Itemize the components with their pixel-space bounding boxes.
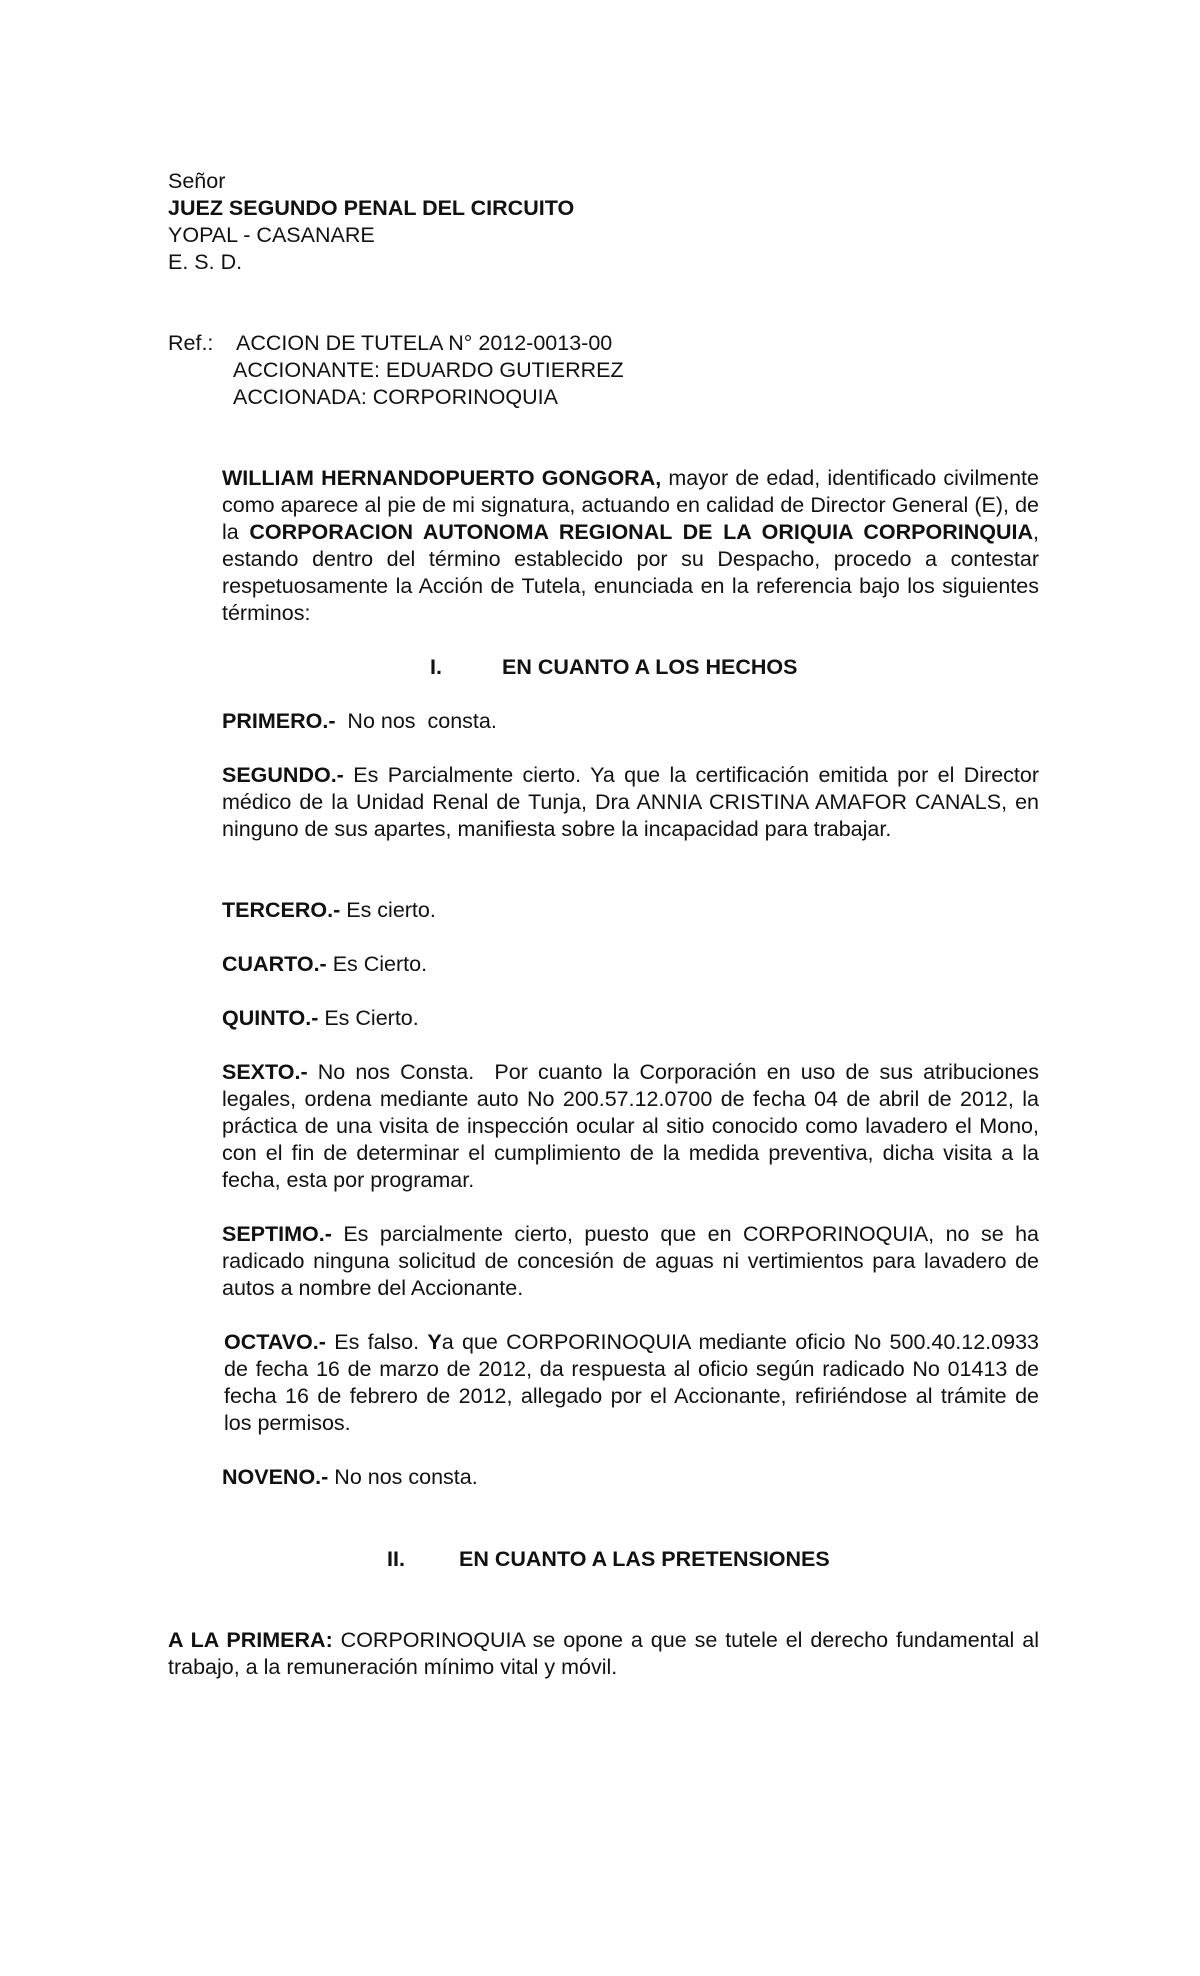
fact-sexto (222, 1059, 1045, 1194)
intro-text-1: mayor de edad, identificado civilmente como aparece al pie de mi signatura, actuando en calidad de Director General (E), de la (222, 466, 1039, 544)
fact-text: No nos Consta. Por cuanto la Corporación en uso de sus atribuciones legales, ordena mediante auto No 200.57.12.0700 de fecha 04 de abril de 2012, la práctica de una visita de inspección ocular al sitio conocido como lavadero el Mono, con el fin de determinar el cumplimiento de la medida preventiva, dicha visita a la fecha, esta por programar. (222, 1060, 1045, 1192)
fact-octavo (224, 1329, 1039, 1437)
reference-label: Ref.: (168, 331, 214, 355)
fact-tercero (222, 897, 1039, 924)
fact-label: SEPTIMO.- (222, 1222, 332, 1246)
fact-label: PRIMERO.- (222, 709, 336, 733)
claim-primera (168, 1627, 1039, 1681)
addressee-esd: E. S. D. (168, 250, 243, 274)
reference-defendant: ACCIONADA: CORPORINOQUIA (233, 385, 558, 409)
salutation: Señor (168, 169, 226, 193)
fact-label: SEGUNDO.- (222, 763, 344, 787)
fact-text: Es cierto. (340, 898, 436, 922)
claim-label: A LA PRIMERA: (168, 1628, 333, 1652)
fact-label: CUARTO.- (222, 952, 327, 976)
claim-text: CORPORINOQUIA se opone a que se tutele el derecho fundamental al trabajo, a la remuneración mínimo vital y móvil. (168, 1628, 1039, 1679)
fact-label: OCTAVO.- (224, 1330, 326, 1354)
corporation-name: CORPORACION AUTONOMA REGIONAL DE LA ORIQUIA CORPORINQUIA (249, 520, 1034, 544)
fact-quinto (222, 1005, 1039, 1032)
fact-primero (222, 708, 1039, 735)
fact-text: Es Cierto. (326, 952, 428, 976)
fact-text-bold-y: Y (427, 1330, 442, 1354)
fact-label: QUINTO.- (222, 1006, 319, 1030)
fact-septimo (222, 1221, 1039, 1302)
fact-label: TERCERO.- (222, 898, 341, 922)
signatory-name: WILLIAM HERNANDOPUERTO GONGORA, (222, 466, 662, 490)
fact-noveno (222, 1464, 1039, 1491)
fact-text: No nos consta. (328, 1465, 478, 1489)
fact-text: Es parcialmente cierto, puesto que en CORPORINOQUIA, no se ha radicado ninguna solicitud de concesión de aguas ni vertimientos para lavadero de autos a nombre del Accionante. (222, 1222, 1039, 1300)
fact-text: Es Cierto. (318, 1006, 419, 1030)
fact-label: SEXTO.- (222, 1060, 308, 1084)
section-1-title: EN CUANTO A LOS HECHOS (502, 655, 798, 679)
fact-label: NOVENO.- (222, 1465, 329, 1489)
section-2-title: EN CUANTO A LAS PRETENSIONES (459, 1547, 830, 1571)
reference-action: ACCION DE TUTELA N° 2012-0013-00 (236, 331, 613, 355)
section-2-numeral: II. (387, 1547, 405, 1571)
fact-text: a que CORPORINOQUIA mediante oficio No 500.40.12.0933 de fecha 16 de marzo de 2012, da respuesta al oficio según radicado No 01413 de fecha 16 de febrero de 2012, allegado por el Accionante, refiriéndose al trámite de los permisos. (224, 1330, 1039, 1435)
intro-text-2: , estando dentro del término establecido por su Despacho, procedo a contestar respetuosamente la Acción de Tutela, enunciada en la referencia bajo los siguientes términos: (222, 520, 1039, 625)
fact-text: Es Parcialmente cierto. Ya que la certificación emitida por el Director médico de la Unidad Renal de Tunja, Dra ANNIA CRISTINA AMAFOR CANALS, en ninguno de sus apartes, manifiesta sobre la incapacidad para trabajar. (222, 763, 1039, 841)
fact-text: No nos consta. (335, 709, 497, 733)
reference-plaintiff: ACCIONANTE: EDUARDO GUTIERREZ (233, 358, 624, 382)
fact-cuarto (222, 951, 1039, 978)
section-1-numeral: I. (430, 655, 442, 679)
addressee-judge: JUEZ SEGUNDO PENAL DEL CIRCUITO (168, 196, 575, 220)
addressee-city: YOPAL - CASANARE (168, 223, 375, 247)
fact-segundo (222, 762, 1039, 843)
fact-text: Es falso. (325, 1330, 428, 1354)
intro-paragraph (222, 465, 1039, 627)
